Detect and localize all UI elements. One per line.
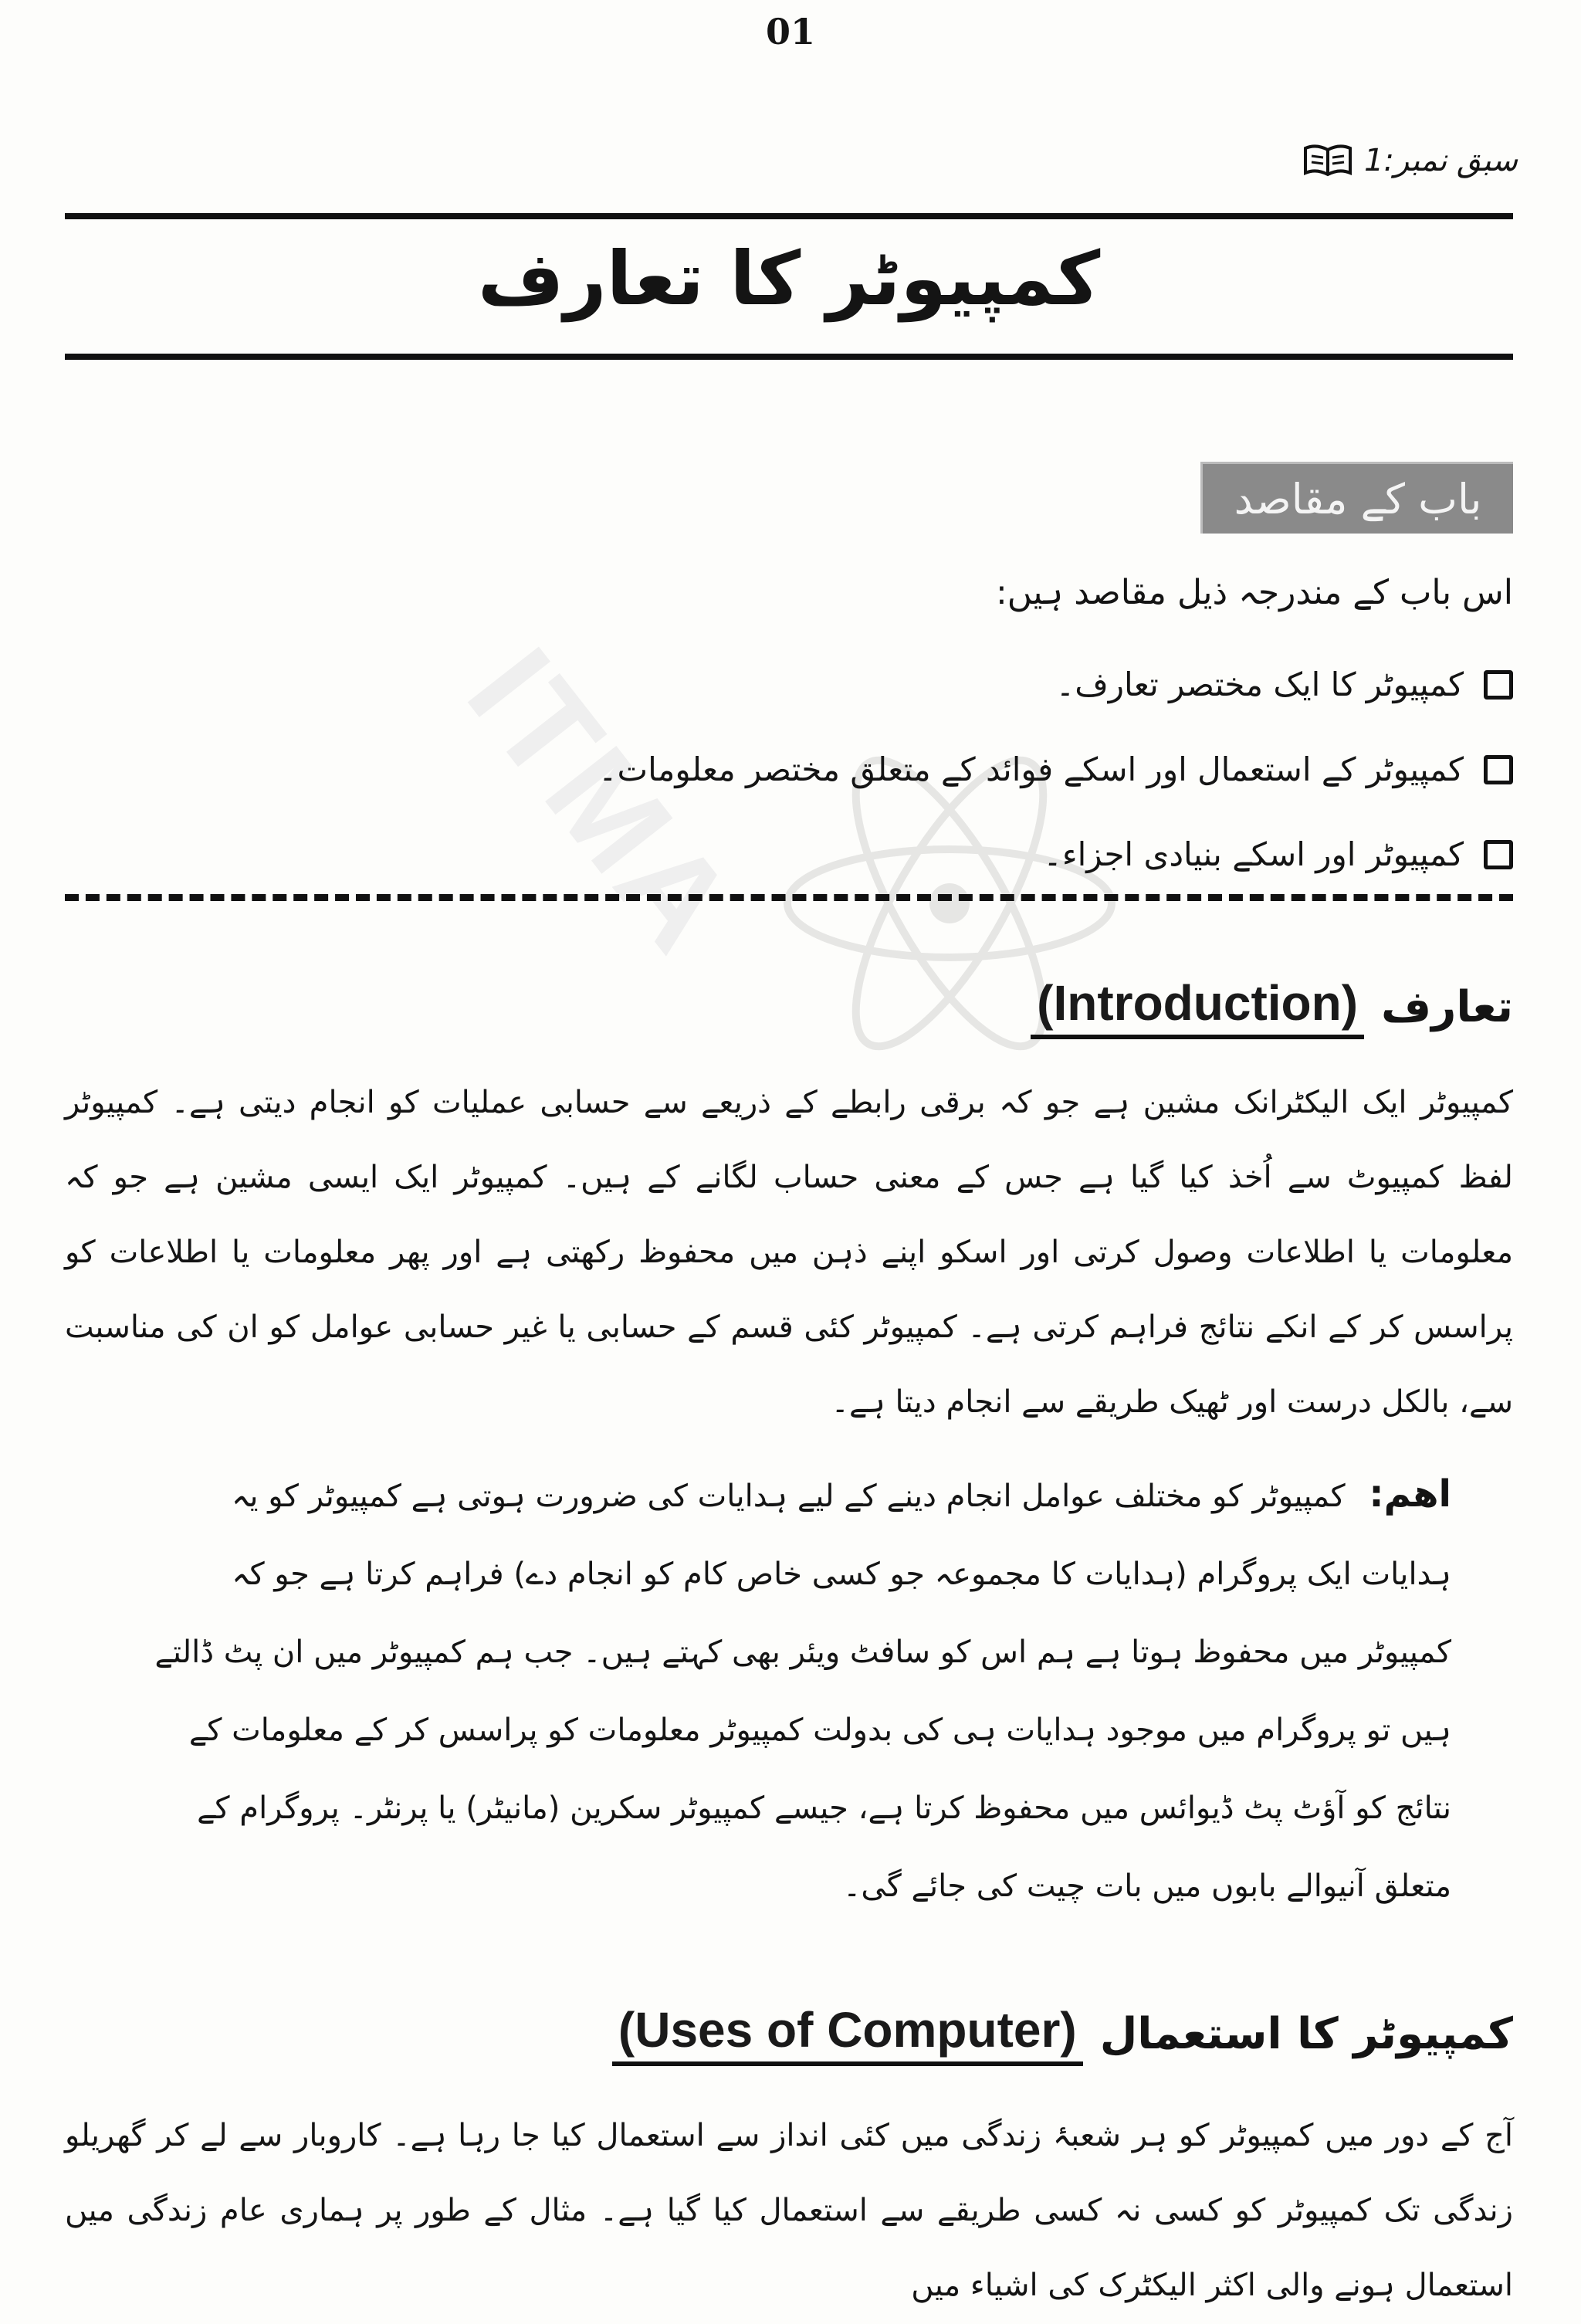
- introduction-heading-urdu: تعارف: [1381, 981, 1513, 1032]
- introduction-paragraph: کمپیوٹر ایک الیکٹرانک مشین ہے جو کہ برقی رابطے کے ذریعے سے حسابی عملیات کو انجام دیتی ہے۔ کمپیوٹر لفظ کمپیوٹ سے اُخذ کیا گیا ہے جس کے معنی حساب لگانے کے ہیں۔ کمپیوٹر ایک ایسی مشین ہے جو کہ معلومات یا اطلاعات وصول کرتی اور اسکو اپنے ذہن میں محفوظ رکھتی ہے اور پھر معلومات یا اطلاعات کو پراسس کر کے انکے نتائج فراہم کرتی ہے۔ کمپیوٹر کئی قسم کے حسابی یا غیر حسابی عوامل کو ان کی مناسبت سے، بالکل درست اور ٹھیک طریقے سے انجام دیتا ہے۔: [65, 1085, 1514, 1420]
- lesson-label: [1302, 143, 1518, 178]
- checkbox-icon: [1484, 755, 1513, 784]
- objective-item: [598, 750, 1513, 788]
- uses-heading-english: (Uses of Computer): [612, 2001, 1083, 2066]
- important-note: [154, 1455, 1451, 1926]
- uses-heading: [612, 2001, 1513, 2066]
- lesson-number: سبق نمبر:1: [1364, 143, 1518, 178]
- section-divider: [65, 894, 1513, 901]
- objectives-intro: اس باب کے مندرجہ ذیل مقاصد ہیں:: [995, 573, 1513, 612]
- title-rule-bottom: [65, 354, 1513, 360]
- title-rule-top: [65, 213, 1513, 219]
- checkbox-icon: [1484, 840, 1513, 869]
- objective-text: کمپیوٹر کا ایک مختصر تعارف۔: [1055, 666, 1464, 703]
- introduction-heading-english: (Introduction): [1031, 974, 1364, 1039]
- page-number: 01: [765, 11, 815, 53]
- objective-text: کمپیوٹر اور اسکے بنیادی اجزاء۔: [1043, 835, 1464, 873]
- publisher-watermark: ITMA: [439, 622, 764, 981]
- note-label: اھم:: [1369, 1472, 1451, 1516]
- objective-item: [1056, 666, 1513, 703]
- chapter-title: کمپیوٹر کا تعارف: [477, 235, 1101, 322]
- note-text: کمپیوٹر کو مختلف عوامل انجام دینے کے لیے ہدایات کی ضرورت ہوتی ہے کمپیوٹر کو یہ ہدایات ایک پروگرام (ہدایات کا مجموعہ جو کسی خاص کام کو انجام دے) فراہم کرتا ہے جو کہ کمپیوٹر میں محفوظ ہوتا ہے ہم اس کو سافٹ ویئر بھی کہتے ہیں۔ جب ہم کمپیوٹر میں ان پٹ ڈالتے ہیں تو پروگرام میں موجود ہدایات ہی کی بدولت کمپیوٹر معلومات کو پراسس کر کے معلومات کے نتائج کو آؤٹ پٹ ڈیوائس میں محفوظ کرتا ہے، جیسے کمپیوٹر سکرین (مانیٹر) یا پرنٹر۔ پروگرام کے متعلق آنیوالے بابوں میں بات چیت کی جائے گی۔: [154, 1479, 1451, 1904]
- introduction-heading: [1031, 974, 1513, 1039]
- objectives-banner: باب کے مقاصد: [1200, 462, 1513, 534]
- uses-paragraph: آج کے دور میں کمپیوٹر کو ہر شعبۂ زندگی میں کئی انداز سے استعمال کیا جا رہا ہے۔ کاروبار سے لے کر گھریلو زندگی تک کمپیوٹر کو کسی نہ کسی طریقے سے استعمال کیا گیا ہے۔ مثال کے طور پر ہماری عام زندگی میں استعمال ہونے والی اکثر الیکٹرک کی اشیاء میں: [65, 2118, 1513, 2303]
- objective-item: [1043, 835, 1513, 873]
- objective-text: کمپیوٹر کے استعمال اور اسکے فوائد کے متعلق مختصر معلومات۔: [598, 750, 1464, 788]
- checkbox-icon: [1484, 670, 1513, 700]
- uses-heading-urdu: کمپیوٹر کا استعمال: [1099, 2008, 1513, 2059]
- open-book-icon: [1302, 144, 1353, 178]
